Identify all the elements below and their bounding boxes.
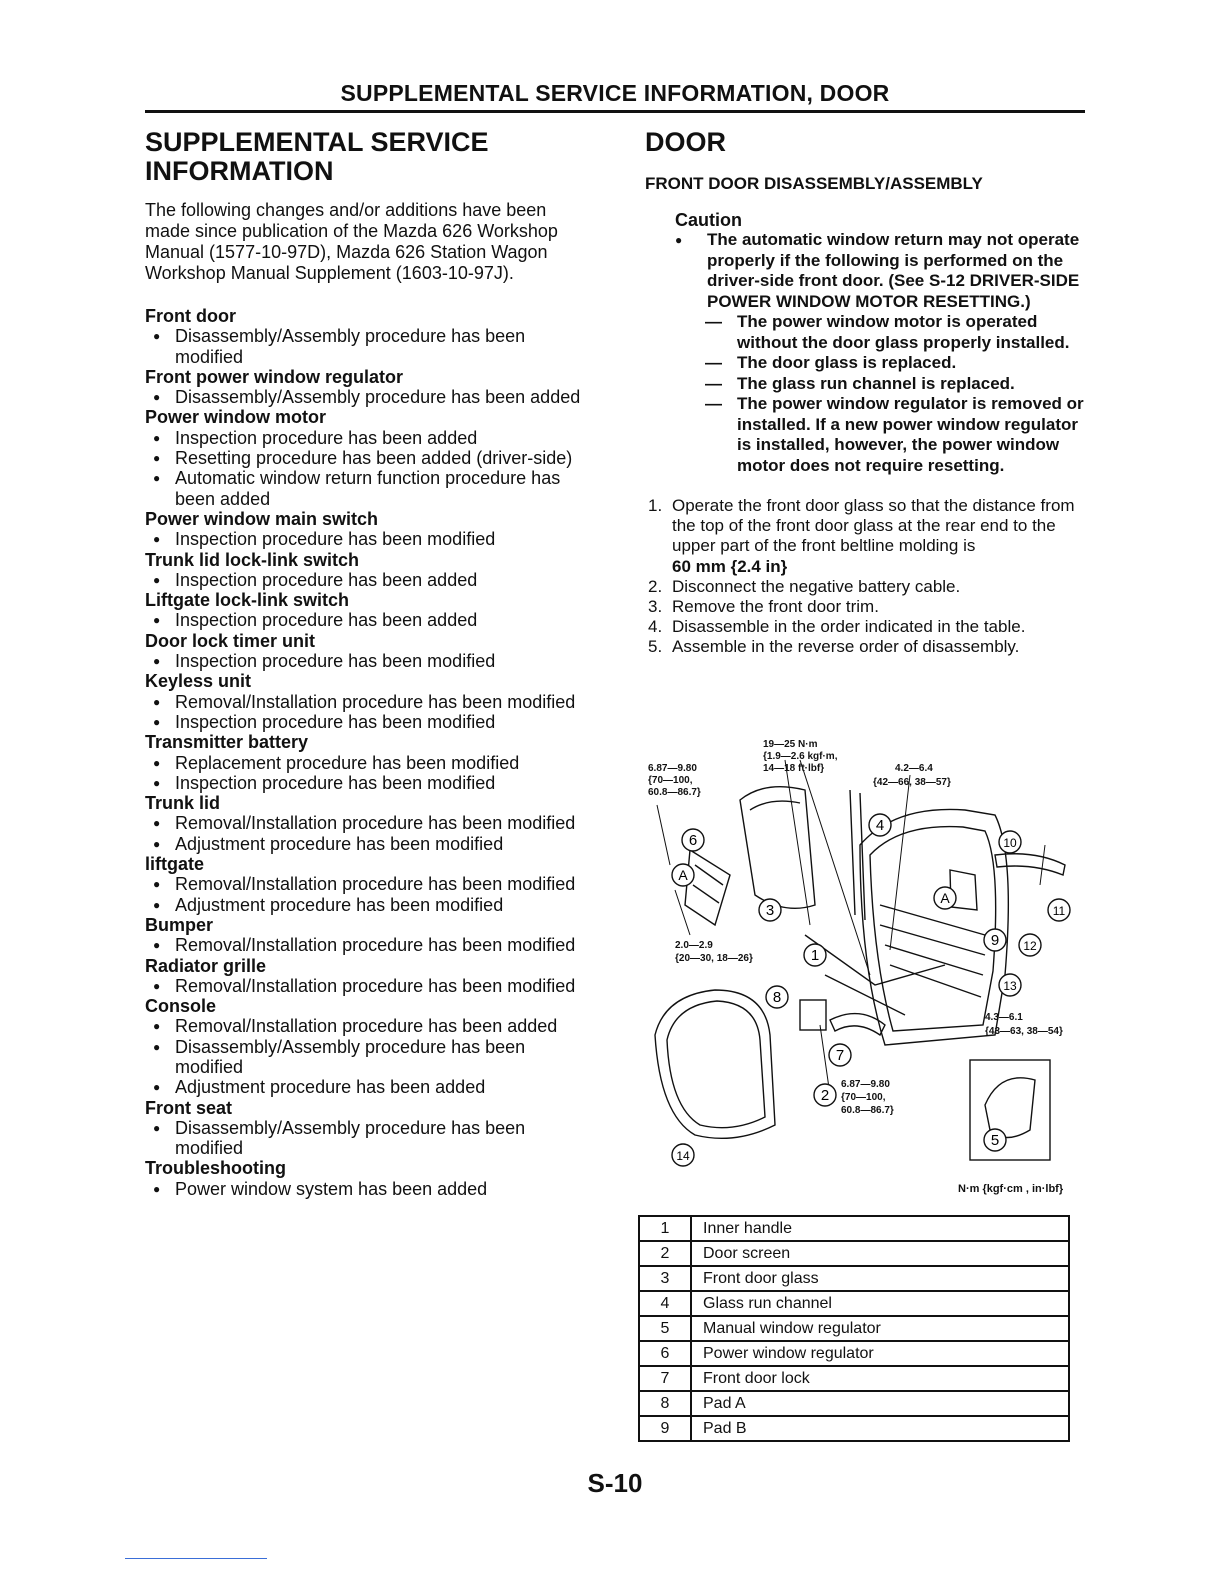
change-item: ● Resetting procedure has been added (driver-side)	[145, 448, 595, 468]
caution-item: — The power window motor is operated without the door glass properly installed.	[675, 312, 1087, 353]
callout-label: 2	[820, 1087, 830, 1104]
change-heading: Troubleshooting	[145, 1158, 286, 1179]
step-emphasis: 60 mm {2.4 in}	[672, 556, 788, 576]
callout-label: 3	[765, 902, 775, 919]
callout-5	[984, 1129, 1006, 1151]
caution-items	[675, 312, 1085, 476]
units-note: N·m {kgf·cm , in·lbf}	[958, 1183, 1064, 1195]
callout-a	[672, 864, 694, 886]
change-heading: Front door	[145, 306, 236, 326]
door-screen-inner	[667, 1001, 765, 1128]
part-number: 2	[639, 1241, 691, 1266]
part-name: Inner handle	[691, 1216, 1069, 1241]
callout-10	[999, 831, 1021, 853]
header-rule	[145, 110, 1085, 113]
callout-label: 12	[1023, 939, 1037, 953]
door-exploded-diagram	[645, 735, 1085, 1175]
table-row	[639, 1241, 1069, 1266]
door-inner-ribs	[880, 905, 985, 997]
step-number: 4.	[648, 617, 663, 637]
change-item: ● Adjustment procedure has been added	[145, 1077, 595, 1097]
change-item: ● Removal/Installation procedure has been modified	[145, 813, 595, 833]
torque-top-3: 14—18 ft·lbf}	[763, 763, 825, 774]
callout-label: 7	[835, 1047, 845, 1064]
change-item: ● Inspection procedure has been modified	[145, 529, 595, 549]
subtitle-front-door: FRONT DOOR DISASSEMBLY/ASSEMBLY	[645, 174, 983, 193]
procedure-step	[645, 637, 1082, 657]
callout-12	[1019, 934, 1041, 956]
change-heading: Trunk lid	[145, 793, 221, 814]
door-glass-shape	[740, 787, 815, 909]
callout-label: 10	[1003, 836, 1017, 850]
change-item: ● Automatic window return function procedure has been added	[145, 468, 595, 509]
step-number: 5.	[648, 637, 663, 657]
change-item: ● Inspection procedure has been modified	[145, 712, 595, 732]
part-name: Manual window regulator	[691, 1316, 1069, 1341]
callout-4	[869, 814, 891, 836]
change-item: ● Power window system has been added	[145, 1179, 595, 1199]
torque-top-2: {1.9—2.6 kgf·m,	[763, 751, 838, 762]
procedure-step	[645, 577, 1082, 597]
torque-right-1: 4.2—6.4	[895, 763, 933, 774]
torque-mid-1: 2.0—2.9	[675, 940, 713, 951]
change-item: ● Adjustment procedure has been modified	[145, 834, 595, 854]
step-number: 1.	[648, 496, 663, 515]
torque-left-2: {70—100,	[648, 775, 693, 786]
torque-low-2: {43—63, 38—54}	[985, 1026, 1063, 1037]
page-number: S-10	[587, 1468, 643, 1498]
part-number: 3	[639, 1266, 691, 1291]
changes-list	[145, 306, 615, 1199]
part-name: Pad B	[691, 1416, 1069, 1441]
change-item: ● Inspection procedure has been modified	[145, 651, 595, 671]
procedure-step	[645, 597, 1082, 617]
part-number: 7	[639, 1366, 691, 1391]
change-item: ● Removal/Installation procedure has been modified	[145, 692, 595, 712]
table-row	[639, 1216, 1069, 1241]
callout-13	[999, 974, 1021, 996]
callout-label: 11	[1052, 904, 1066, 918]
step-text: Disconnect the negative battery cable.	[672, 576, 961, 596]
change-item: ● Removal/Installation procedure has been modified	[145, 874, 595, 894]
part-number: 6	[639, 1341, 691, 1366]
torque-mid-2: {20—30, 18—26}	[675, 953, 753, 964]
change-heading: Liftgate lock-link switch	[145, 590, 350, 611]
callout-7	[829, 1044, 851, 1066]
callout-14	[672, 1144, 694, 1166]
caution-item: — The power window regulator is removed or installed. If a new power window regulator is installed, however, the power window motor does not require resetting.	[675, 394, 1087, 476]
callout-label: 8	[772, 989, 782, 1006]
change-heading: Front power window regulator	[145, 366, 403, 387]
right-column	[645, 128, 1085, 658]
change-heading: liftgate	[145, 854, 205, 875]
change-heading: Transmitter battery	[145, 732, 309, 753]
door-frame-inner	[870, 827, 996, 1031]
callout-9	[984, 929, 1006, 951]
change-item: ● Disassembly/Assembly procedure has been added	[145, 387, 595, 407]
step-number: 2.	[648, 576, 663, 596]
change-item: ● Removal/Installation procedure has been added	[145, 1016, 595, 1036]
change-item: ● Removal/Installation procedure has been modified	[145, 935, 595, 955]
callout-3	[759, 899, 781, 921]
table-row	[639, 1291, 1069, 1316]
step-text: Assemble in the reverse order of disassembly.	[672, 637, 1020, 657]
step-text: Disassemble in the order indicated in the table.	[672, 617, 1026, 637]
change-item: ● Replacement procedure has been modified	[145, 753, 595, 773]
callout-label: 4	[875, 817, 885, 834]
change-item: ● Inspection procedure has been modified	[145, 773, 595, 793]
part-name: Door screen	[691, 1241, 1069, 1266]
part-name: Glass run channel	[691, 1291, 1069, 1316]
part-number: 8	[639, 1391, 691, 1416]
callout-6	[682, 829, 704, 851]
torque-low-1: 4.3—6.1	[985, 1012, 1023, 1023]
part-name: Front door lock	[691, 1366, 1069, 1391]
part-name: Front door glass	[691, 1266, 1069, 1291]
manual-regulator-inset	[970, 1060, 1050, 1160]
callout-label: 13	[1003, 979, 1017, 993]
callout-label: 1	[810, 947, 820, 964]
door-screen-shape	[655, 990, 775, 1138]
change-item: ● Inspection procedure has been added	[145, 570, 595, 590]
procedure-step	[645, 496, 1082, 577]
torque-top-1: 19—25 N·m	[763, 739, 818, 750]
change-heading: Power window motor	[145, 407, 327, 428]
callout-11	[1048, 899, 1070, 921]
part-name: Power window regulator	[691, 1341, 1069, 1366]
pad-a-shape	[800, 1000, 826, 1030]
torque-right-2: {42—66, 38—57}	[873, 777, 951, 788]
table-row	[639, 1316, 1069, 1341]
page-header: SUPPLEMENTAL SERVICE INFORMATION, DOOR	[340, 80, 890, 106]
torque-bottom-1: 6.87—9.80	[841, 1079, 890, 1090]
change-item: ● Inspection procedure has been added	[145, 428, 595, 448]
callout-label: 6	[688, 832, 698, 849]
table-row	[639, 1366, 1069, 1391]
torque-left-1: 6.87—9.80	[648, 763, 697, 774]
power-regulator-shape	[685, 850, 730, 925]
procedure-step	[645, 617, 1082, 637]
callout-label: 14	[676, 1149, 690, 1163]
callout-1	[804, 944, 826, 966]
step-text: Operate the front door glass so that the distance from the top of the front door glass at the rear end to the upper part of the front beltline molding is	[672, 496, 1075, 556]
caution-block	[675, 210, 1085, 476]
part-name: Pad A	[691, 1391, 1069, 1416]
part-number: 9	[639, 1416, 691, 1441]
section-title-supplemental: SUPPLEMENTAL SERVICE INFORMATION	[145, 127, 489, 186]
change-heading: Trunk lid lock-link switch	[145, 549, 360, 570]
change-heading: Radiator grille	[145, 955, 267, 976]
table-row	[639, 1416, 1069, 1441]
part-number: 4	[639, 1291, 691, 1316]
footer-line	[125, 1558, 267, 1559]
change-item: ● Removal/Installation procedure has been modified	[145, 976, 595, 996]
change-item: ● Disassembly/Assembly procedure has been modified	[145, 1037, 595, 1078]
callout-label: 9	[990, 932, 1000, 949]
glass-run-channel-shape	[850, 790, 865, 920]
table-row	[639, 1341, 1069, 1366]
callout-label: 5	[990, 1132, 1000, 1149]
callout-a-label: A	[678, 867, 688, 883]
table-row	[639, 1391, 1069, 1416]
part-number: 5	[639, 1316, 691, 1341]
parts-table	[638, 1215, 1070, 1442]
change-heading: Power window main switch	[145, 508, 379, 529]
change-item: ● Adjustment procedure has been modified	[145, 895, 595, 915]
callout-8	[766, 986, 788, 1008]
caution-label: Caution	[675, 210, 742, 230]
torque-bottom-3: 60.8—86.7}	[841, 1105, 894, 1116]
left-column	[145, 128, 615, 1199]
change-item: ● Disassembly/Assembly procedure has been modified	[145, 1118, 595, 1159]
part-number: 1	[639, 1216, 691, 1241]
steps-list	[645, 496, 1085, 658]
table-row	[639, 1266, 1069, 1291]
caution-item: — The glass run channel is replaced.	[675, 374, 1087, 395]
change-heading: Door lock timer unit	[145, 630, 316, 651]
callout-a-label: A	[940, 890, 950, 906]
intro-paragraph: The following changes and/or additions have been made since publication of the Mazda 626 Workshop Manual (1577-10-97D), Mazda 626 Station Wagon Workshop Manual Supplement (1603-10-97J).	[145, 200, 558, 283]
section-title-door: DOOR	[645, 127, 726, 157]
manual-regulator-shape	[985, 1078, 1035, 1138]
step-text: Remove the front door trim.	[672, 597, 879, 617]
change-heading: Keyless unit	[145, 671, 252, 692]
callout-2	[814, 1084, 836, 1106]
change-item: ● Inspection procedure has been added	[145, 610, 595, 630]
torque-bottom-2: {70—100,	[841, 1092, 886, 1103]
change-heading: Bumper	[145, 914, 214, 935]
torque-left-3: 60.8—86.7}	[648, 787, 701, 798]
caution-item: — The door glass is replaced.	[675, 353, 1087, 374]
change-heading: Console	[145, 996, 217, 1017]
change-heading: Front seat	[145, 1097, 233, 1118]
caution-text: ● The automatic window return may not operate properly if the following is performed on the driver-side front door. (See S-12 DRIVER-SIDE POWER WINDOW MOTOR RESETTING.)	[675, 230, 1087, 312]
callout-a	[934, 887, 956, 909]
change-item: ● Disassembly/Assembly procedure has been modified	[145, 326, 595, 367]
step-number: 3.	[648, 597, 663, 617]
